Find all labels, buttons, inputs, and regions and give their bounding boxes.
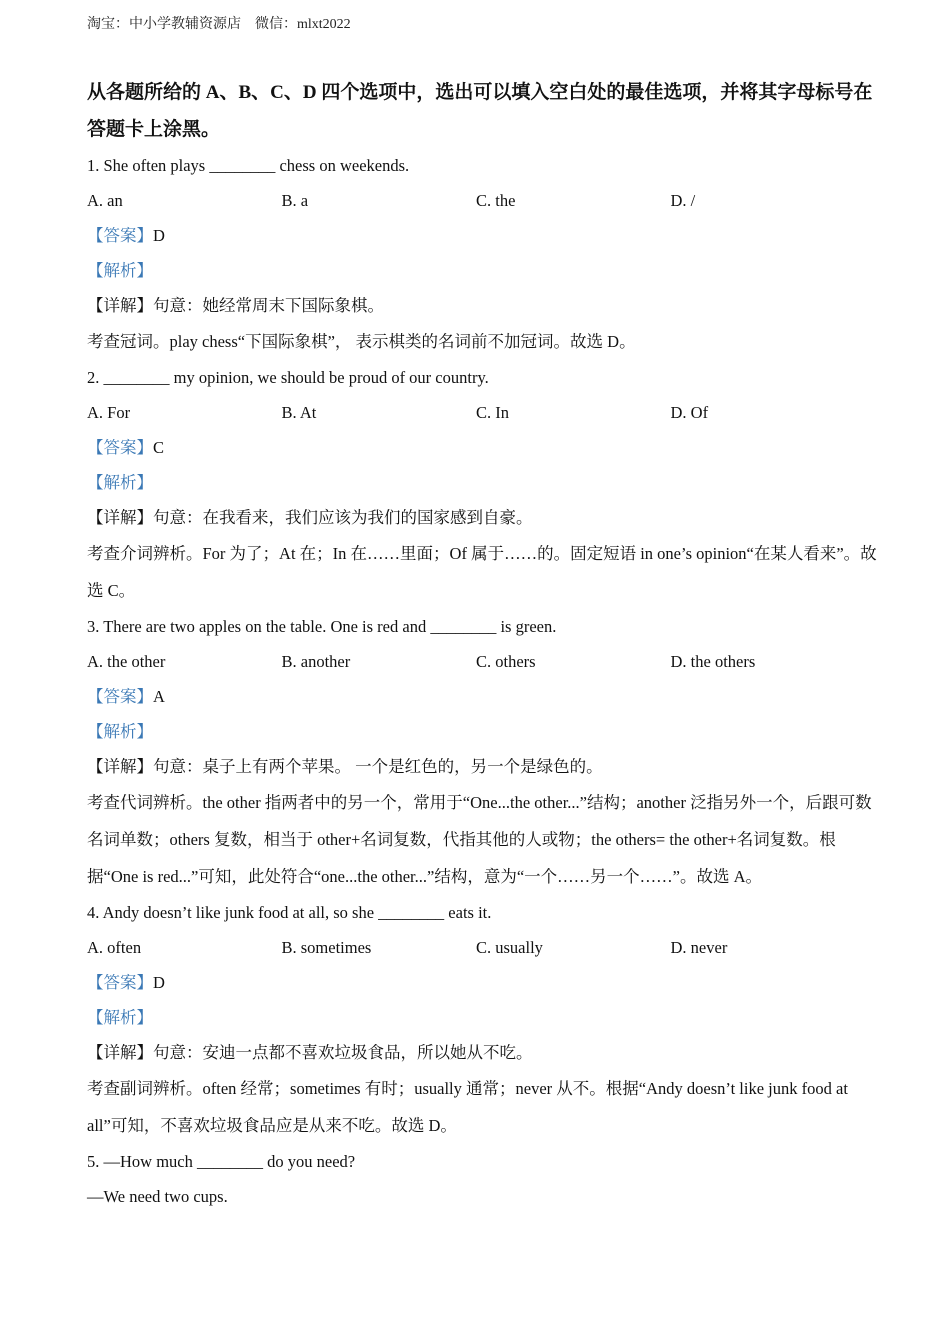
answer-tag: 【答案】 — [87, 687, 153, 706]
option-row — [87, 644, 877, 679]
question-stem: 1. She often plays ________ chess on weekends. — [87, 156, 410, 175]
option-d: D. / — [670, 191, 696, 210]
answer-value: C — [153, 438, 165, 457]
question-1 — [87, 148, 877, 360]
analysis-tag: 【解析】 — [87, 473, 153, 492]
answer-line — [87, 218, 877, 253]
detail-line: 【详解】句意：安迪一点都不喜欢垃圾食品，所以她从不吃。 — [87, 1043, 533, 1062]
detail-line: 【详解】句意：桌子上有两个苹果。 一个是红色的，另一个是绿色的。 — [87, 757, 603, 776]
analysis-tag: 【解析】 — [87, 722, 153, 741]
option-d: D. the others — [670, 652, 756, 671]
answer-value: D — [153, 226, 165, 245]
option-b: B. sometimes — [281, 938, 372, 957]
answer-tag: 【答案】 — [87, 438, 153, 457]
detail-line: 【详解】句意：在我看来，我们应该为我们的国家感到自豪。 — [87, 508, 533, 527]
option-b: B. another — [281, 652, 351, 671]
answer-tag: 【答案】 — [87, 973, 153, 992]
option-a: A. the other — [87, 652, 166, 671]
question-5 — [87, 1144, 877, 1214]
option-b: B. At — [281, 403, 317, 422]
analysis-tag: 【解析】 — [87, 261, 153, 280]
option-row — [87, 930, 877, 965]
explanation-text: 考查冠词。play chess“下国际象棋”， 表示棋类的名词前不加冠词。故选 D。 — [87, 332, 636, 351]
explanation-text: 考查代词辨析。the other 指两者中的另一个，常用于“One...the other...”结构；another 泛指另外一个，后跟可数名词单数；others 复数，相当于 other+名词复数，代指其他的人或物；the others= the other+名词复数。根据“One is red...”可知，此处符合“one...the other...”结构，意为“一个……另一个……”。故选 A。 — [87, 793, 872, 886]
option-row — [87, 395, 877, 430]
question-stem: 4. Andy doesn’t like junk food at all, so she ________ eats it. — [87, 903, 492, 922]
option-b: B. a — [281, 191, 309, 210]
option-d: D. Of — [670, 403, 709, 422]
answer-value: D — [153, 973, 165, 992]
detail-line: 【详解】句意：她经常周末下国际象棋。 — [87, 296, 384, 315]
option-c: C. the — [476, 191, 516, 210]
option-c: C. In — [476, 403, 509, 422]
answer-line — [87, 430, 877, 465]
analysis-tag: 【解析】 — [87, 1008, 153, 1027]
explanation-text: 考查副词辨析。often 经常；sometimes 有时；usually 通常；never 从不。根据“Andy doesn’t like junk food at all”可知，不喜欢垃圾食品应是从来不吃。故选 D。 — [87, 1079, 848, 1135]
option-row — [87, 183, 877, 218]
question-2 — [87, 360, 877, 609]
section-instruction: 从各题所给的 A、B、C、D 四个选项中，选出可以填入空白处的最佳选项，并将其字母标号在答题卡上涂黑。 — [87, 82, 873, 140]
question-stem: 5. —How much ________ do you need? — [87, 1152, 356, 1171]
question-stem: 2. ________ my opinion, we should be proud of our country. — [87, 368, 489, 387]
option-a: A. an — [87, 191, 123, 210]
explanation-text: 考查介词辨析。For 为了；At 在；In 在……里面；Of 属于……的。固定短语 in one’s opinion“在某人看来”。故选 C。 — [87, 544, 877, 600]
question-stem: 3. There are two apples on the table. One is red and ________ is green. — [87, 617, 557, 636]
question-3 — [87, 609, 877, 895]
header-watermark: 淘宝：中小学教辅资源店 微信：mlxt2022 — [87, 17, 351, 32]
document-page — [87, 74, 877, 1214]
option-c: C. usually — [476, 938, 543, 957]
answer-tag: 【答案】 — [87, 226, 153, 245]
option-d: D. never — [670, 938, 728, 957]
answer-line — [87, 679, 877, 714]
answer-value: A — [153, 687, 165, 706]
option-c: C. others — [476, 652, 536, 671]
option-a: A. For — [87, 403, 131, 422]
option-a: A. often — [87, 938, 142, 957]
answer-line — [87, 965, 877, 1000]
question-4 — [87, 895, 877, 1144]
dialogue-reply: —We need two cups. — [87, 1187, 228, 1206]
